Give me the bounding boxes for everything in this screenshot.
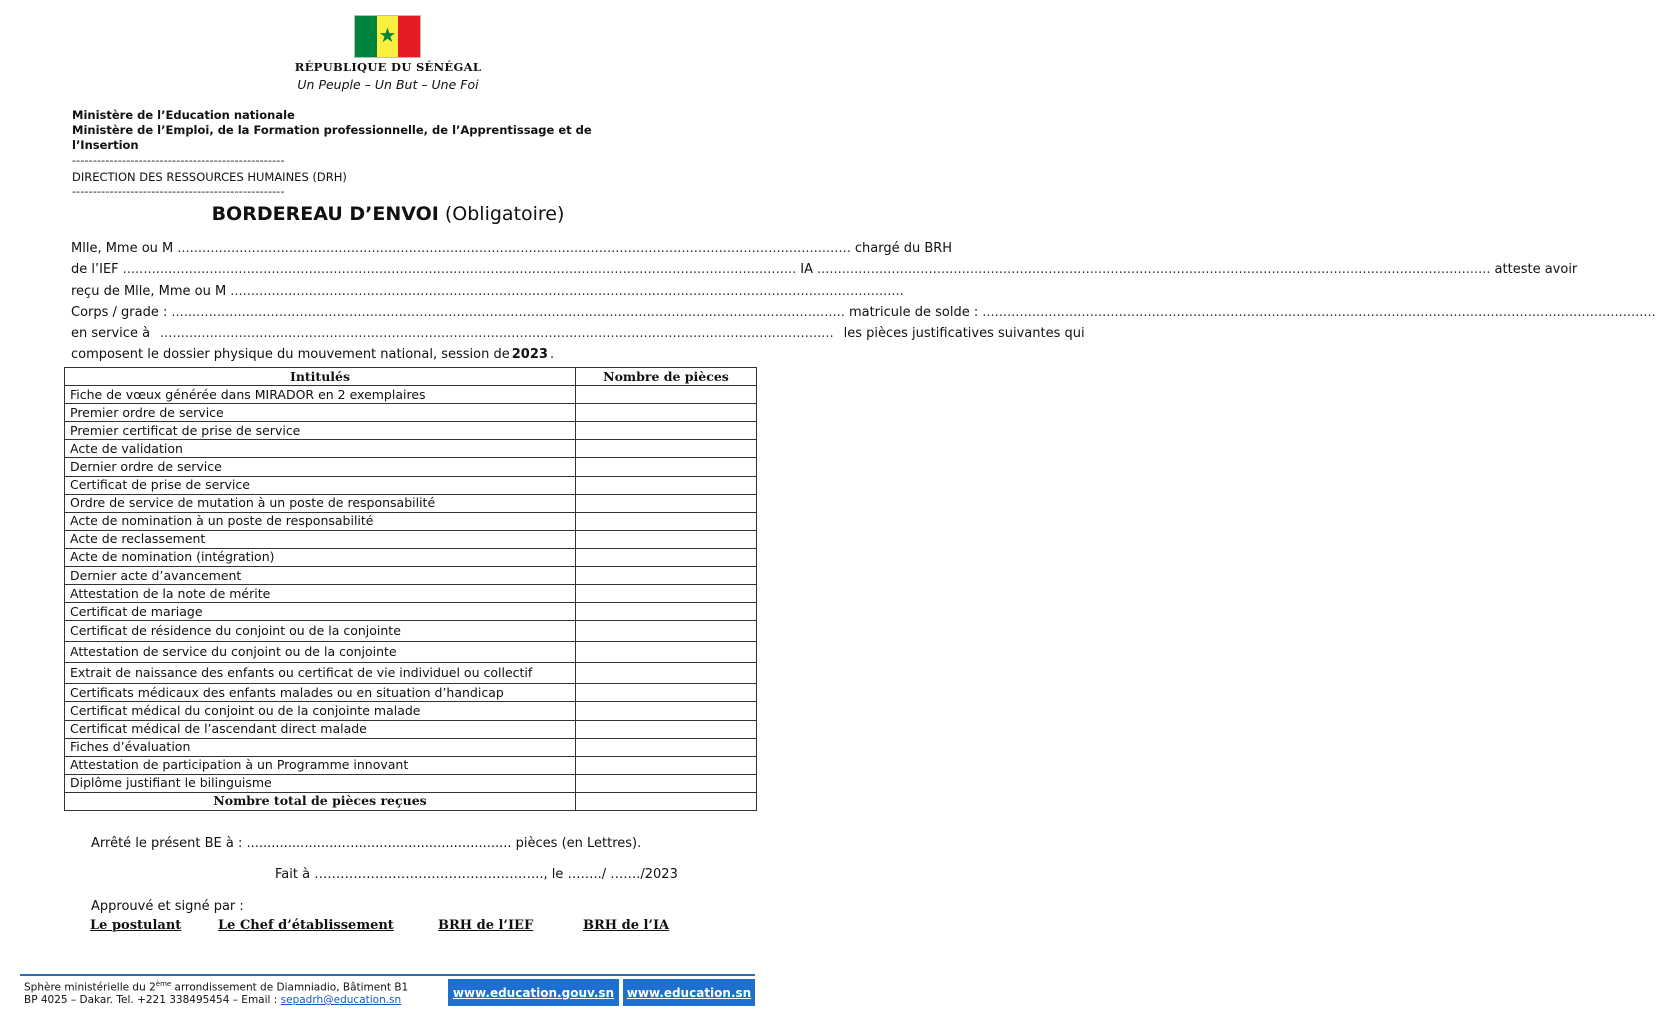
document-title-cell: Certificat de résidence du conjoint ou de la conjointe [65,621,576,642]
fill-in-dots: ................................................................................................................................................................... [160,326,834,342]
intro-text: reçu de Mlle, Mme ou M [71,283,227,299]
count-cell[interactable] [576,774,757,792]
document-title-cell: Certificat de prise de service [65,476,576,494]
signature-applicant: Le postulant [90,918,182,933]
table-total-row [65,792,757,810]
website-link-gouv[interactable]: www.education.gouv.sn [448,979,619,1006]
footer-divider [20,974,755,976]
ministry-employment: Ministère de l’Emploi, de la Formation professionnelle, de l’Apprentissage et de [72,123,592,137]
table-row [65,458,757,476]
table-row [65,476,757,494]
table-header-row [65,368,757,386]
table-row [65,512,757,530]
title-suffix: (Obligatoire) [444,203,565,225]
intro-text: . [549,347,555,363]
table-row [65,621,757,642]
intro-line-3 [71,281,904,302]
table-row [65,585,757,603]
count-cell[interactable] [576,530,757,548]
document-title-cell: Attestation de la note de mérite [65,585,576,603]
count-cell[interactable] [576,738,757,756]
intro-line-1 [71,238,953,259]
count-cell[interactable] [576,756,757,774]
senegal-flag [354,15,421,58]
column-header-titles: Intitulés [65,368,576,386]
flag-green-band [355,16,377,57]
intro-text: chargé du BRH [854,241,953,256]
table-row [65,702,757,720]
footer-address-text: arrondissement de Diamniadio, Bâtiment B1 [171,981,409,994]
table-row [65,494,757,512]
document-title-cell: Acte de validation [65,440,576,458]
document-title-cell: Dernier ordre de service [65,458,576,476]
table-row [65,756,757,774]
signature-school-head: Le Chef d’établissement [218,918,394,933]
intro-line-5 [71,323,1085,344]
column-header-count: Nombre de pièces [576,368,757,386]
fill-in-dots: ................................................................................................................................................................... [816,262,1491,278]
count-cell[interactable] [576,404,757,422]
count-cell[interactable] [576,440,757,458]
fill-in-dots: ................................................................................................................................................................... [982,304,1656,320]
ministry-education: Ministère de l’Education nationale [72,108,295,122]
document-title-cell: Certificat de mariage [65,603,576,621]
table-row [65,404,757,422]
national-motto: Un Peuple – Un But – Une Foi [297,77,479,92]
session-year: 2023 [511,347,548,363]
count-cell[interactable] [576,476,757,494]
document-title-cell: Acte de reclassement [65,530,576,548]
count-cell[interactable] [576,621,757,642]
direction-title: DIRECTION DES RESSOURCES HUMAINES (DRH) [72,170,347,184]
count-cell[interactable] [576,642,757,663]
stopped-statement: Arrêté le présent BE à : .......................…...................................... pièces (en Lettres). [91,836,642,851]
fill-in-dots: ................................................................................................................................................................... [171,304,845,320]
documents-table [64,367,757,811]
document-title-cell: Diplôme justifiant le bilinguisme [65,774,576,792]
approved-label: Approuvé et signé par : [91,899,244,914]
total-count-cell[interactable] [576,792,757,810]
document-title [0,203,776,225]
intro-text: atteste avoir [1494,262,1578,278]
intro-line-4 [71,302,1656,323]
intro-text: Mlle, Mme ou M [71,241,174,256]
footer-contact [24,994,401,1006]
document-title-cell: Attestation de service du conjoint ou de la conjointe [65,642,576,663]
footer-contact-text: BP 4025 – Dakar. Tel. +221 338495454 – Email : [24,994,281,1006]
fill-in-dots: ................................................................................................................................................................... [230,283,904,299]
count-cell[interactable] [576,585,757,603]
count-cell[interactable] [576,494,757,512]
footer-address-text: Sphère ministérielle du 2 [24,981,156,994]
table-row [65,720,757,738]
document-title-cell: Certificats médicaux des enfants malades ou en situation d’handicap [65,684,576,702]
done-at-statement: Fait à …………………………………………….., le ……../ ……./2023 [275,867,678,882]
document-title-cell: Extrait de naissance des enfants ou certificat de vie individuel ou collectif [65,663,576,684]
count-cell[interactable] [576,548,757,566]
count-cell[interactable] [576,458,757,476]
count-cell[interactable] [576,684,757,702]
document-title-cell: Attestation de participation à un Programme innovant [65,756,576,774]
document-title-cell: Dernier acte d’avancement [65,567,576,585]
intro-text: matricule de solde : [848,304,979,320]
fill-in-dots: ................................................................................................................................................................... [122,262,797,278]
signature-brh-ief: BRH de l’IEF [438,918,534,933]
footer-superscript: ème [155,980,172,988]
country-name: RÉPUBLIQUE DU SÉNÉGAL [294,60,482,74]
table-row [65,548,757,566]
title-main: BORDEREAU D’ENVOI [211,203,439,225]
count-cell[interactable] [576,702,757,720]
document-title-cell: Certificat médical du conjoint ou de la conjointe malade [65,702,576,720]
signature-brh-ia: BRH de l’IA [583,918,670,933]
intro-line-6 [71,344,686,365]
count-cell[interactable] [576,512,757,530]
fill-in-dots: ................................................................................................................................................................... [177,241,851,256]
table-row [65,530,757,548]
table-row [65,386,757,404]
document-title-cell: Ordre de service de mutation à un poste de responsabilité [65,494,576,512]
intro-text: en service à [71,326,151,342]
table-row [65,422,757,440]
email-link[interactable]: sepadrh@education.sn [280,994,402,1006]
flag-red-band [398,16,420,57]
document-title-cell: Acte de nomination (intégration) [65,548,576,566]
count-cell[interactable] [576,663,757,684]
flag-yellow-band [377,16,399,57]
intro-text: de l’IEF [71,262,119,278]
table-row [65,603,757,621]
document-title-cell: Premier certificat de prise de service [65,422,576,440]
document-title-cell: Acte de nomination à un poste de responsabilité [65,512,576,530]
document-title-cell: Premier ordre de service [65,404,576,422]
table-row [65,684,757,702]
intro-text: IA [800,262,813,278]
intro-text: composent le dossier physique du mouvement national, session de [71,347,510,363]
table-row [65,440,757,458]
separator-top: --------------------------------------------------- [72,154,285,167]
separator-bottom: --------------------------------------------------- [72,185,285,198]
attestation-paragraph [71,238,1656,366]
website-link-education[interactable]: www.education.sn [623,979,755,1006]
intro-text: les pièces justificatives suivantes qui [843,326,1085,342]
table-row [65,567,757,585]
total-label: Nombre total de pièces reçues [65,792,576,810]
intro-text: Corps / grade : [71,304,168,320]
star-icon: ★ [378,23,397,47]
count-cell[interactable] [576,422,757,440]
document-title-cell: Fiches d’évaluation [65,738,576,756]
document-title-cell: Certificat médical de l’ascendant direct malade [65,720,576,738]
table-row [65,738,757,756]
table-row [65,774,757,792]
table-row [65,642,757,663]
ministry-employment-cont: l’Insertion [72,138,139,152]
footer-address [24,980,408,994]
intro-line-2 [71,259,1578,280]
count-cell[interactable] [576,720,757,738]
count-cell[interactable] [576,603,757,621]
count-cell[interactable] [576,567,757,585]
count-cell[interactable] [576,386,757,404]
table-row [65,663,757,684]
document-title-cell: Fiche de vœux générée dans MIRADOR en 2 exemplaires [65,386,576,404]
